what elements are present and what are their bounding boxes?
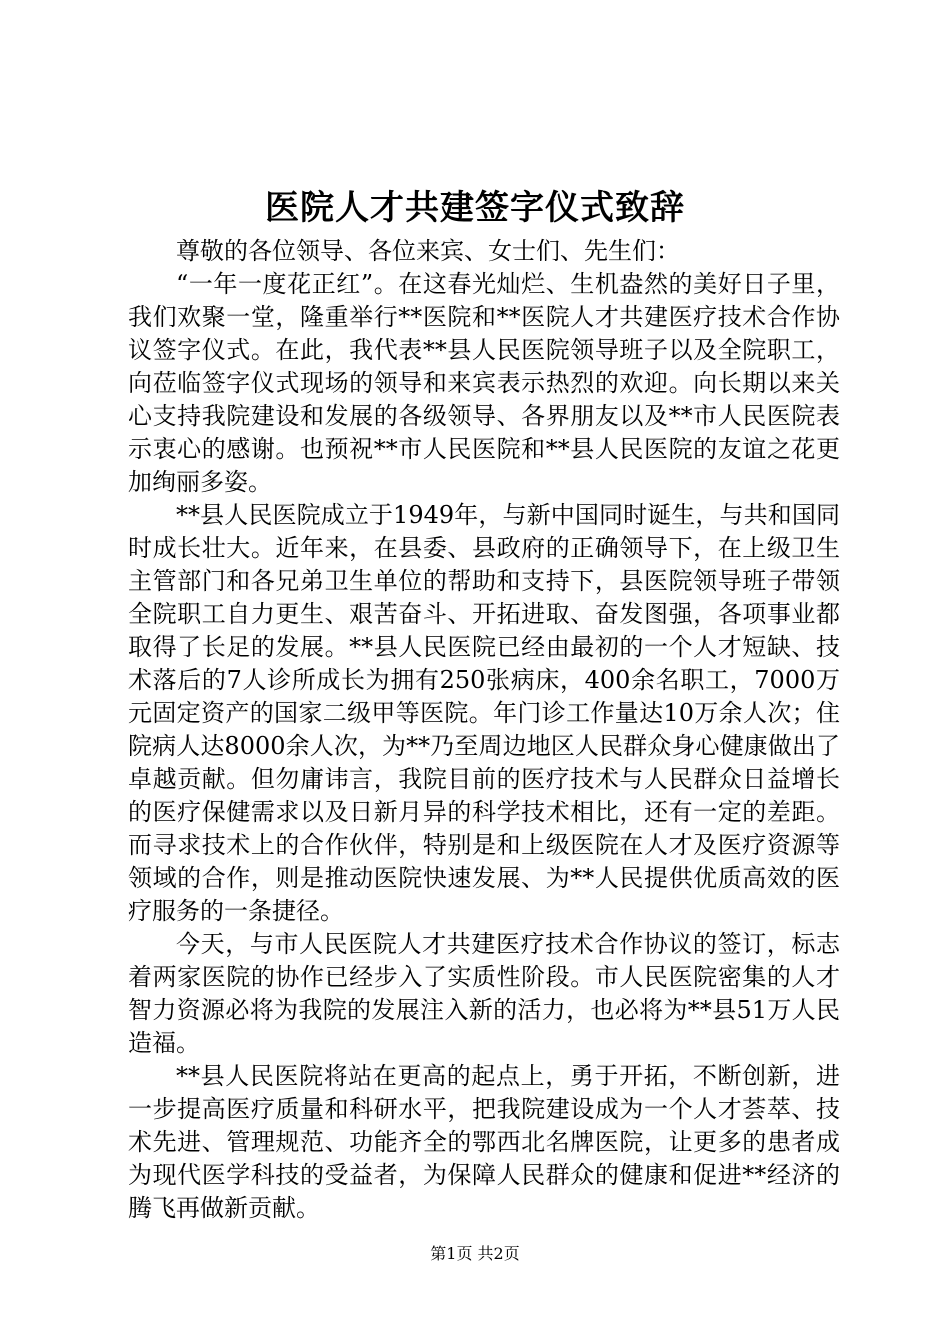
page-number-footer: 第1页 共2页 (430, 1244, 520, 1263)
body-paragraph: 今天，与市人民医院人才共建医疗技术合作协议的签订，标志着两家医院的协作已经步入了实质性阶段。市人民医院密集的人才智力资源必将为我院的发展注入新的活力，也必将为**县51万人民造福。 (128, 930, 840, 1057)
salutation-paragraph: 尊敬的各位领导、各位来宾、女士们、先生们： (176, 237, 680, 265)
body-paragraph: **县人民医院将站在更高的起点上，勇于开拓，不断创新，进一步提高医疗质量和科研水平，把我院建设成为一个人才荟萃、技术先进、管理规范、功能齐全的鄂西北名牌医院，让更多的患者成为现代医学科技的受益者，为保障人民群众的健康和促进**经济的腾飞再做新贡献。 (128, 1062, 840, 1222)
document-body (128, 235, 840, 1225)
body-paragraph: **县人民医院成立于1949年，与新中国同时诞生，与共和国同时成长壮大。近年来，在县委、县政府的正确领导下，在上级卫生主管部门和各兄弟卫生单位的帮助和支持下，县医院领导班子带领全院职工自力更生、艰苦奋斗、开拓进取、奋发图强，各项事业都取得了长足的发展。**县人民医院已经由最初的一个人才短缺、技术落后的7人诊所成长为拥有250张病床，400余名职工，7000万元固定资产的国家二级甲等医院。年门诊工作量达10万余人次；住院病人达8000余人次，为**乃至周边地区人民群众身心健康做出了卓越贡献。但勿庸讳言，我院目前的医疗技术与人民群众日益增长的医疗保健需求以及日新月异的科学技术相比，还有一定的差距。而寻求技术上的合作伙伴，特别是和上级医院在人才及医疗资源等领域的合作，则是推动医院快速发展、为**人民提供优质高效的医疗服务的一条捷径。 (128, 501, 840, 925)
document-title: 医院人才共建签字仪式致辞 (265, 188, 685, 228)
body-paragraph: “一年一度花正红”。在这春光灿烂、生机盎然的美好日子里，我们欢聚一堂，隆重举行**医院和**医院人才共建医疗技术合作协议签字仪式。在此，我代表**县人民医院领导班子以及全院职工，向莅临签字仪式现场的领导和来宾表示热烈的欢迎。向长期以来关心支持我院建设和发展的各级领导、各界朋友以及**市人民医院表示衷心的感谢。也预祝**市人民医院和**县人民医院的友谊之花更加绚丽多姿。 (128, 270, 840, 496)
